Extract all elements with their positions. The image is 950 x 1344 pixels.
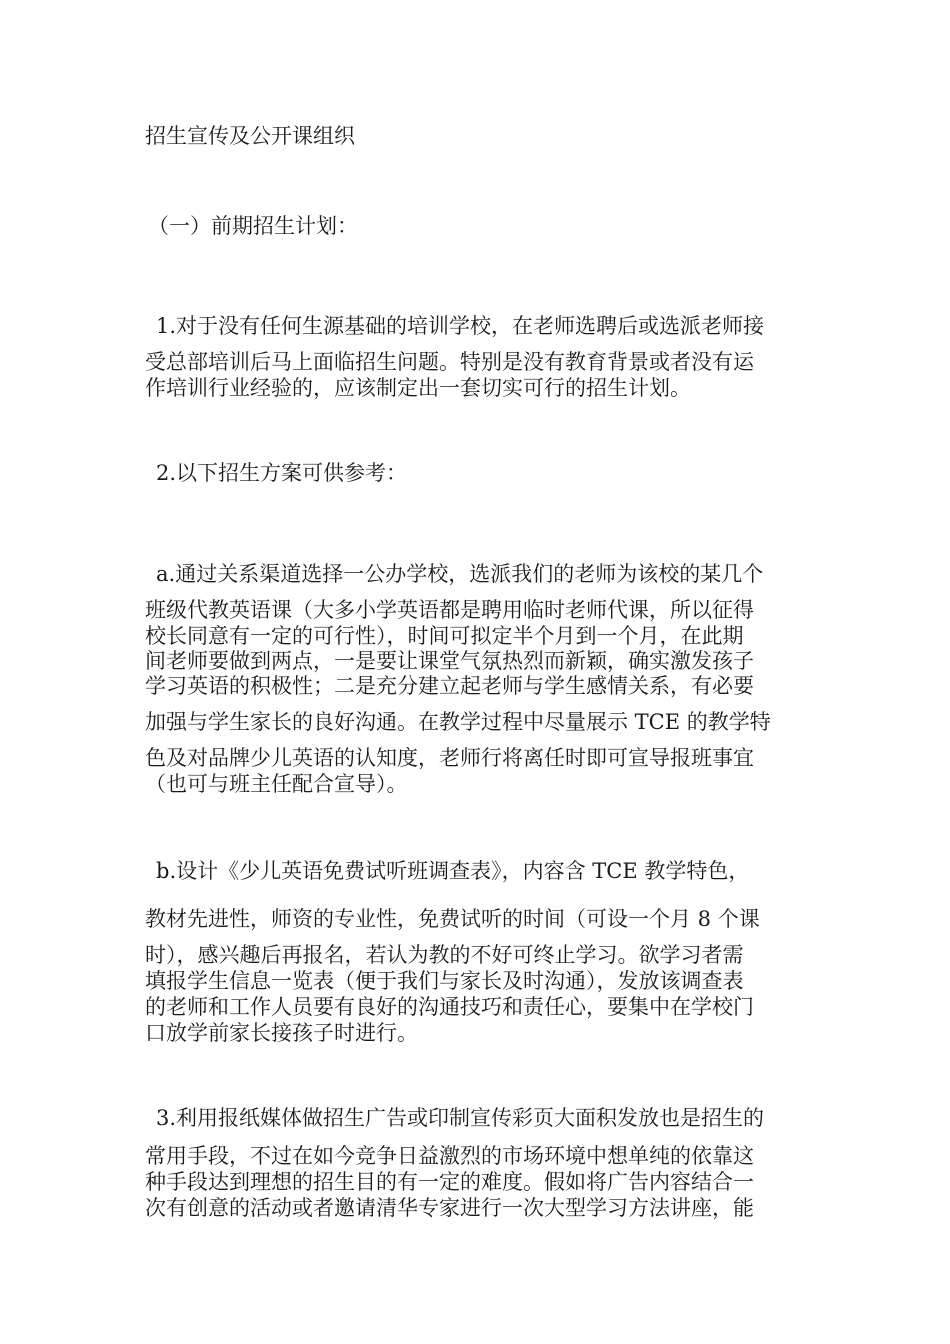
paragraph-a-line-2: 班级代教英语课（大多小学英语都是聘用临时老师代课，所以征得 [145,598,754,622]
paragraph-a-line-8: （也可与班主任配合宣导）。 [145,772,408,796]
paragraph-3-line-4: 次有创意的活动或者邀请清华专家进行一次大型学习方法讲座，能 [145,1196,754,1220]
paragraph-3-line-2: 常用手段，不过在如今竞争日益激烈的市场环境中想单纯的依靠这 [145,1144,754,1168]
paragraph-1-line-2: 受总部培训后马上面临招生问题。特别是没有教育背景或者没有运 [145,350,754,374]
paragraph-2-line-1: 2.以下招生方案可供参考： [156,461,408,485]
paragraph-b-line-6: 口放学前家长接孩子时进行。 [145,1021,418,1045]
paragraph-b-line-3: 时），感兴趣后再报名，若认为教的不好可终止学习。欲学习者需 [145,943,744,967]
paragraph-a-line-7: 色及对品牌少儿英语的认知度，老师行将离任时即可宣导报班事宜 [145,746,754,770]
paragraph-a-line-6: 加强与学生家长的良好沟通。在教学过程中尽量展示 TCE 的教学特 [145,710,771,734]
paragraph-b-line-1: b.设计《少儿英语免费试听班调查表》，内容含 TCE 教学特色， [156,859,750,883]
paragraph-1-line-3: 作培训行业经验的，应该制定出一套切实可行的招生计划。 [145,376,691,400]
paragraph-3-line-1: 3.利用报纸媒体做招生广告或印制宣传彩页大面积发放也是招生的 [156,1106,765,1130]
paragraph-3-line-3: 种手段达到理想的招生目的有一定的难度。假如将广告内容结合一 [145,1170,754,1194]
paragraph-a-line-3: 校长同意有一定的可行性），时间可拟定半个月到一个月，在此期 [145,624,744,648]
paragraph-a-line-4: 间老师要做到两点，一是要让课堂气氛热烈而新颖，确实激发孩子 [145,649,754,673]
paragraph-a-line-1: a.通过关系渠道选择一公办学校，选派我们的老师为该校的某几个 [156,562,764,586]
paragraph-1-line-1: 1.对于没有任何生源基础的培训学校，在老师选聘后或选派老师接 [156,314,765,338]
paragraph-b-line-5: 的老师和工作人员要有良好的沟通技巧和责任心，要集中在学校门 [145,995,754,1019]
paragraph-a-line-5: 学习英语的积极性；二是充分建立起老师与学生感情关系，有必要 [145,674,754,698]
paragraph-b-line-4: 填报学生信息一览表（便于我们与家长及时沟通），发放该调查表 [145,969,744,993]
document-title: 招生宣传及公开课组织 [145,124,355,148]
paragraph-b-line-2: 教材先进性，师资的专业性，免费试听的时间（可设一个月 8 个课 [145,907,760,931]
section-heading: （一）前期招生计划： [148,214,358,238]
